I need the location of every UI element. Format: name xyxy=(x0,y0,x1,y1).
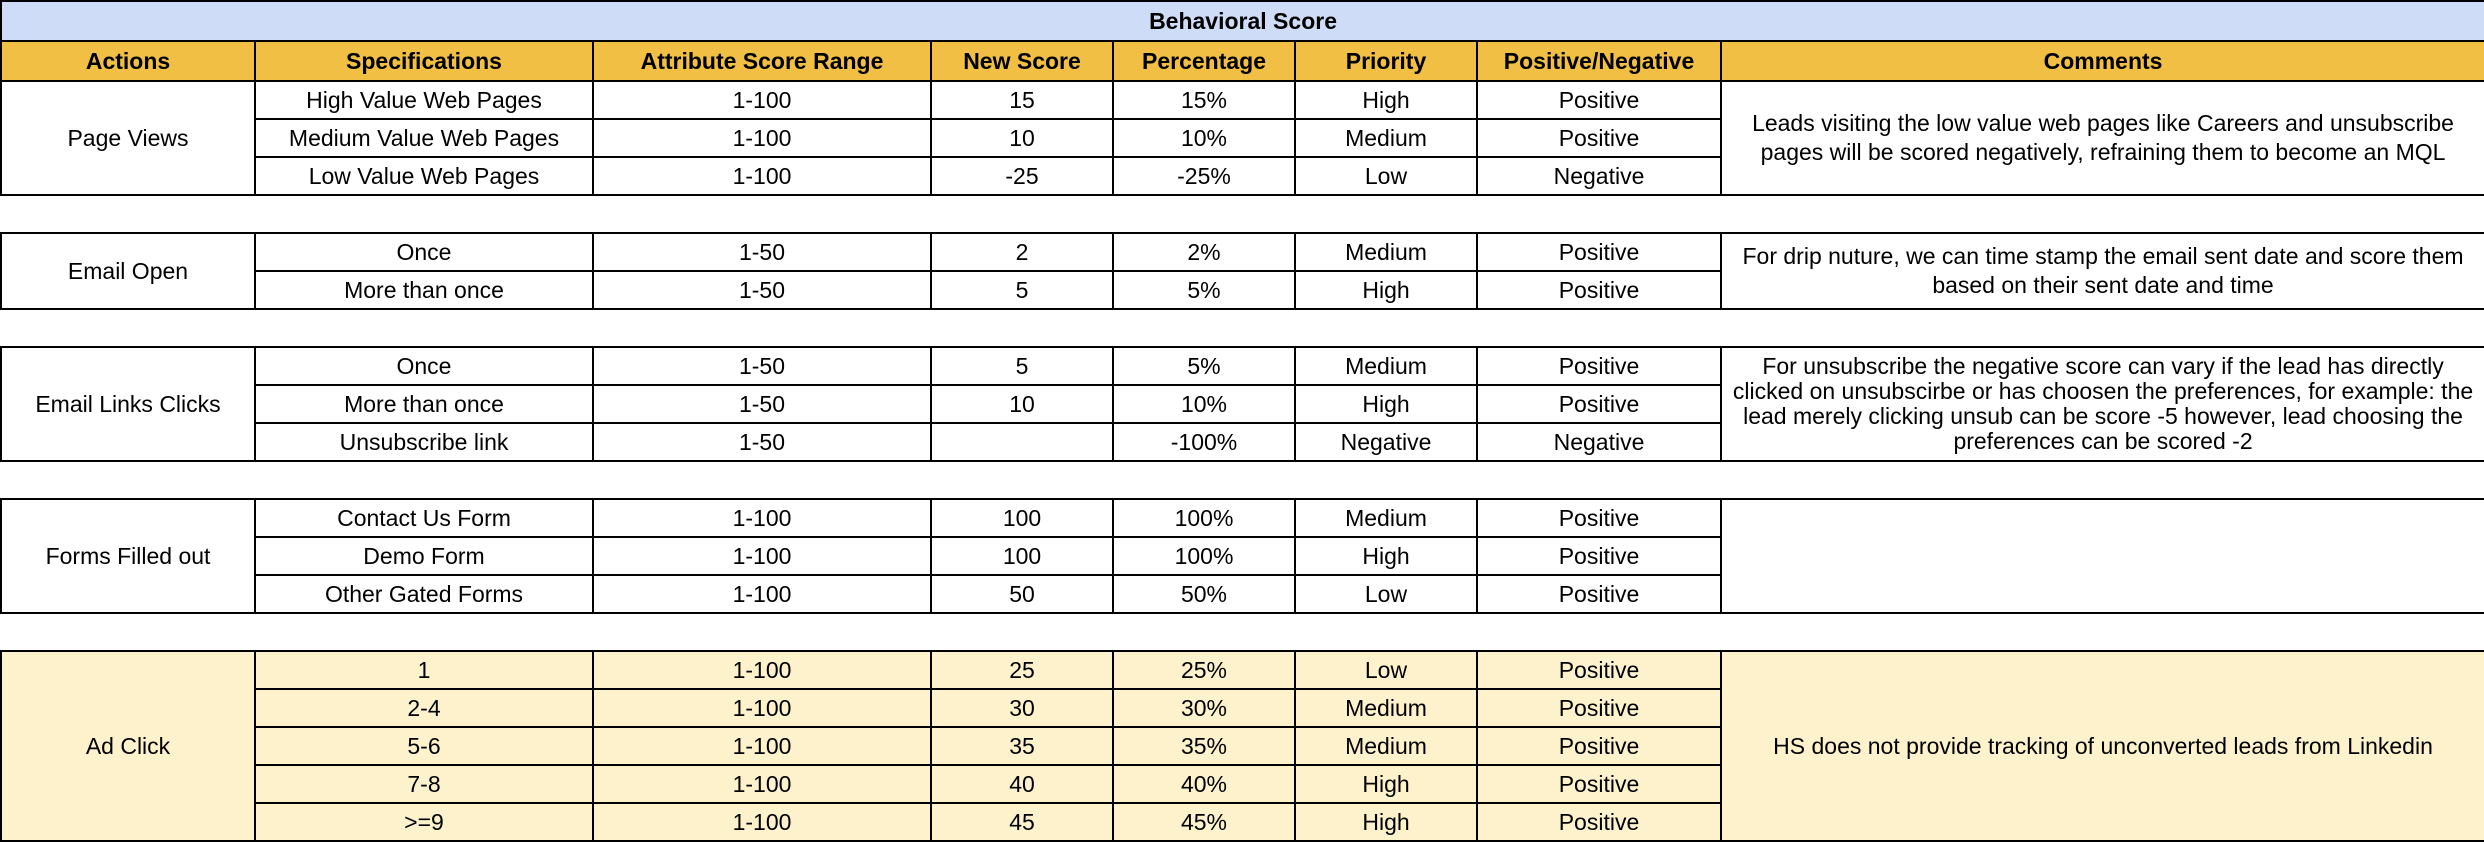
posneg-cell[interactable]: Positive xyxy=(1477,385,1721,423)
score-cell[interactable]: 45 xyxy=(931,803,1113,841)
priority-cell[interactable]: Negative xyxy=(1295,423,1477,461)
table-row xyxy=(1,651,2484,689)
action-cell[interactable]: Email Open xyxy=(1,233,255,309)
priority-cell[interactable]: Medium xyxy=(1295,119,1477,157)
posneg-cell[interactable]: Positive xyxy=(1477,727,1721,765)
spec-cell[interactable]: Unsubscribe link xyxy=(255,423,593,461)
header-actions[interactable]: Actions xyxy=(1,41,255,81)
range-cell[interactable]: 1-100 xyxy=(593,727,931,765)
table-row xyxy=(1,81,2484,119)
range-cell[interactable]: 1-50 xyxy=(593,385,931,423)
priority-cell[interactable]: High xyxy=(1295,537,1477,575)
spacer-cell[interactable] xyxy=(1,309,2484,347)
spacer-row xyxy=(1,309,2484,347)
range-cell[interactable]: 1-50 xyxy=(593,347,931,385)
priority-cell[interactable]: Low xyxy=(1295,157,1477,195)
score-cell[interactable]: 5 xyxy=(931,271,1113,309)
spec-cell[interactable]: 2-4 xyxy=(255,689,593,727)
header-positive-negative[interactable]: Positive/Negative xyxy=(1477,41,1721,81)
spec-cell[interactable]: Other Gated Forms xyxy=(255,575,593,613)
score-cell[interactable]: -25 xyxy=(931,157,1113,195)
priority-cell[interactable]: Medium xyxy=(1295,233,1477,271)
header-specifications[interactable]: Specifications xyxy=(255,41,593,81)
posneg-cell[interactable]: Positive xyxy=(1477,765,1721,803)
percentage-cell[interactable]: 2% xyxy=(1113,233,1295,271)
action-cell[interactable]: Forms Filled out xyxy=(1,499,255,613)
priority-cell[interactable]: High xyxy=(1295,385,1477,423)
posneg-cell[interactable]: Positive xyxy=(1477,803,1721,841)
spec-cell[interactable]: >=9 xyxy=(255,803,593,841)
percentage-cell[interactable]: 5% xyxy=(1113,347,1295,385)
percentage-cell[interactable]: 45% xyxy=(1113,803,1295,841)
table-title[interactable]: Behavioral Score xyxy=(1,1,2484,41)
priority-cell[interactable]: Low xyxy=(1295,651,1477,689)
spacer-row xyxy=(1,461,2484,499)
priority-cell[interactable]: High xyxy=(1295,81,1477,119)
range-cell[interactable]: 1-100 xyxy=(593,81,931,119)
range-cell[interactable]: 1-100 xyxy=(593,651,931,689)
comment-cell[interactable]: Leads visiting the low value web pages like Careers and unsubscribe pages will be scored negatively, refraining them to become an MQL xyxy=(1721,81,2484,195)
score-cell[interactable] xyxy=(931,423,1113,461)
range-cell[interactable]: 1-100 xyxy=(593,765,931,803)
range-cell[interactable]: 1-100 xyxy=(593,119,931,157)
score-cell[interactable]: 100 xyxy=(931,537,1113,575)
action-cell[interactable]: Page Views xyxy=(1,81,255,195)
score-cell[interactable]: 50 xyxy=(931,575,1113,613)
percentage-cell[interactable]: 40% xyxy=(1113,765,1295,803)
range-cell[interactable]: 1-50 xyxy=(593,233,931,271)
score-cell[interactable]: 25 xyxy=(931,651,1113,689)
spec-cell[interactable]: Once xyxy=(255,233,593,271)
percentage-cell[interactable]: 25% xyxy=(1113,651,1295,689)
range-cell[interactable]: 1-100 xyxy=(593,499,931,537)
percentage-cell[interactable]: 35% xyxy=(1113,727,1295,765)
header-percentage[interactable]: Percentage xyxy=(1113,41,1295,81)
comment-cell[interactable] xyxy=(1721,499,2484,613)
percentage-cell[interactable]: -25% xyxy=(1113,157,1295,195)
range-cell[interactable]: 1-50 xyxy=(593,423,931,461)
table-row xyxy=(1,347,2484,385)
percentage-cell[interactable]: 15% xyxy=(1113,81,1295,119)
header-attribute-score-range[interactable]: Attribute Score Range xyxy=(593,41,931,81)
posneg-cell[interactable]: Positive xyxy=(1477,233,1721,271)
range-cell[interactable]: 1-100 xyxy=(593,803,931,841)
priority-cell[interactable]: High xyxy=(1295,271,1477,309)
posneg-cell[interactable]: Positive xyxy=(1477,119,1721,157)
priority-cell[interactable]: Medium xyxy=(1295,727,1477,765)
spec-cell[interactable]: More than once xyxy=(255,271,593,309)
range-cell[interactable]: 1-100 xyxy=(593,689,931,727)
priority-cell[interactable]: Low xyxy=(1295,575,1477,613)
priority-cell[interactable]: Medium xyxy=(1295,499,1477,537)
spec-cell[interactable]: 7-8 xyxy=(255,765,593,803)
percentage-cell[interactable]: 50% xyxy=(1113,575,1295,613)
table-row xyxy=(1,499,2484,537)
range-cell[interactable]: 1-100 xyxy=(593,157,931,195)
percentage-cell[interactable]: -100% xyxy=(1113,423,1295,461)
header-new-score[interactable]: New Score xyxy=(931,41,1113,81)
score-cell[interactable]: 5 xyxy=(931,347,1113,385)
posneg-cell[interactable]: Positive xyxy=(1477,81,1721,119)
spacer-row xyxy=(1,613,2484,651)
priority-cell[interactable]: Medium xyxy=(1295,347,1477,385)
range-cell[interactable]: 1-100 xyxy=(593,537,931,575)
score-cell[interactable]: 10 xyxy=(931,119,1113,157)
spacer-cell[interactable] xyxy=(1,613,2484,651)
header-comments[interactable]: Comments xyxy=(1721,41,2484,81)
percentage-cell[interactable]: 10% xyxy=(1113,385,1295,423)
comment-cell[interactable]: For drip nuture, we can time stamp the email sent date and score them based on their sent date and time xyxy=(1721,233,2484,309)
range-cell[interactable]: 1-100 xyxy=(593,575,931,613)
posneg-cell[interactable]: Positive xyxy=(1477,651,1721,689)
header-row xyxy=(1,41,2484,81)
posneg-cell[interactable]: Negative xyxy=(1477,423,1721,461)
score-cell[interactable]: 40 xyxy=(931,765,1113,803)
score-cell[interactable]: 15 xyxy=(931,81,1113,119)
posneg-cell[interactable]: Positive xyxy=(1477,537,1721,575)
percentage-cell[interactable]: 100% xyxy=(1113,499,1295,537)
score-cell[interactable]: 2 xyxy=(931,233,1113,271)
priority-cell[interactable]: High xyxy=(1295,803,1477,841)
priority-cell[interactable]: Medium xyxy=(1295,689,1477,727)
action-cell[interactable]: Ad Click xyxy=(1,651,255,841)
spec-cell[interactable]: Medium Value Web Pages xyxy=(255,119,593,157)
priority-cell[interactable]: High xyxy=(1295,765,1477,803)
percentage-cell[interactable]: 5% xyxy=(1113,271,1295,309)
score-cell[interactable]: 30 xyxy=(931,689,1113,727)
spec-cell[interactable]: Once xyxy=(255,347,593,385)
percentage-cell[interactable]: 10% xyxy=(1113,119,1295,157)
spec-cell[interactable]: High Value Web Pages xyxy=(255,81,593,119)
posneg-cell[interactable]: Negative xyxy=(1477,157,1721,195)
spec-cell[interactable]: More than once xyxy=(255,385,593,423)
comment-cell[interactable]: HS does not provide tracking of unconverted leads from Linkedin xyxy=(1721,651,2484,841)
posneg-cell[interactable]: Positive xyxy=(1477,499,1721,537)
score-cell[interactable]: 100 xyxy=(931,499,1113,537)
posneg-cell[interactable]: Positive xyxy=(1477,271,1721,309)
spacer-cell[interactable] xyxy=(1,461,2484,499)
spec-cell[interactable]: Contact Us Form xyxy=(255,499,593,537)
percentage-cell[interactable]: 30% xyxy=(1113,689,1295,727)
score-cell[interactable]: 35 xyxy=(931,727,1113,765)
header-priority[interactable]: Priority xyxy=(1295,41,1477,81)
action-cell[interactable]: Email Links Clicks xyxy=(1,347,255,461)
spec-cell[interactable]: Low Value Web Pages xyxy=(255,157,593,195)
spec-cell[interactable]: 1 xyxy=(255,651,593,689)
spec-cell[interactable]: Demo Form xyxy=(255,537,593,575)
posneg-cell[interactable]: Positive xyxy=(1477,575,1721,613)
spacer-cell[interactable] xyxy=(1,195,2484,233)
score-cell[interactable]: 10 xyxy=(931,385,1113,423)
posneg-cell[interactable]: Positive xyxy=(1477,347,1721,385)
posneg-cell[interactable]: Positive xyxy=(1477,689,1721,727)
comment-cell[interactable]: For unsubscribe the negative score can vary if the lead has directly clicked on unsubscirbe or has choosen the preferences, for example: the lead merely clicking unsub can be score -5 however, lead choosing the preferences can be scored -2 xyxy=(1721,347,2484,461)
spec-cell[interactable]: 5-6 xyxy=(255,727,593,765)
table-row xyxy=(1,233,2484,271)
percentage-cell[interactable]: 100% xyxy=(1113,537,1295,575)
spacer-row xyxy=(1,195,2484,233)
range-cell[interactable]: 1-50 xyxy=(593,271,931,309)
